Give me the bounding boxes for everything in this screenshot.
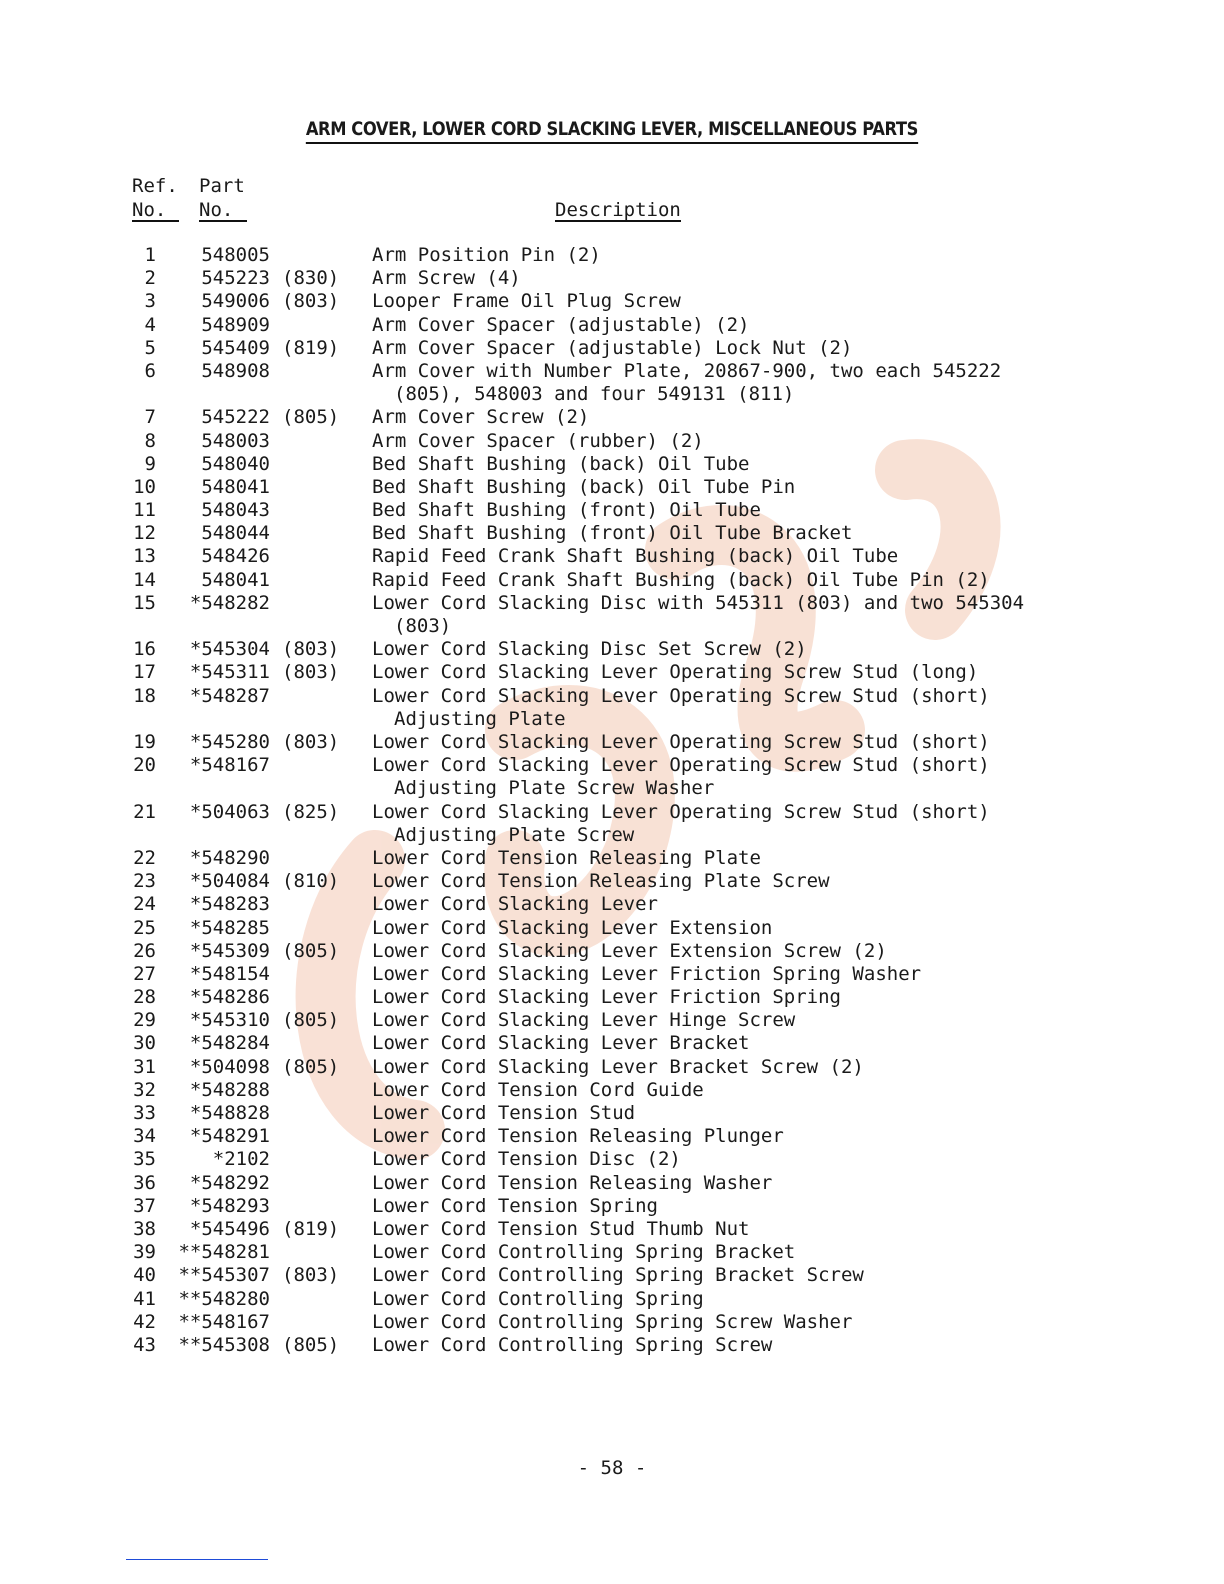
part-description — [372, 1195, 1052, 1218]
parts-row — [0, 545, 1224, 568]
ref-number: 7 — [144, 406, 156, 429]
parts-row — [0, 1125, 1224, 1148]
description-text: Lower Cord Slacking Disc with 545311 (803) and two 545304 — [372, 591, 1025, 614]
description-text: Lower Cord Controlling Spring Bracket — [372, 1241, 796, 1264]
part-number: *548286 — [189, 986, 270, 1009]
parts-row — [0, 1102, 1224, 1125]
ref-number: 22 — [133, 846, 156, 869]
description-continuation: (803) — [394, 614, 452, 637]
description-text: Lower Cord Tension Stud Thumb Nut — [372, 1217, 750, 1240]
part-description — [372, 244, 1052, 267]
ref-number: 35 — [133, 1148, 156, 1171]
part-number-cell — [176, 267, 339, 290]
part-description — [372, 1125, 1052, 1148]
part-description — [372, 1288, 1052, 1311]
ref-number: 40 — [133, 1264, 156, 1287]
description-text: Lower Cord Slacking Lever Extension — [372, 916, 773, 939]
part-number: *548285 — [189, 916, 270, 939]
description-text: Lower Cord Slacking Lever Extension Screw (2) — [372, 939, 887, 962]
part-description — [372, 963, 1052, 986]
ref-number: 10 — [133, 475, 156, 498]
part-description — [372, 430, 1052, 453]
parts-row — [0, 1032, 1224, 1055]
screw-code: (805) — [282, 406, 340, 429]
part-description — [372, 314, 1052, 337]
description-text: Arm Cover Spacer (rubber) (2) — [372, 429, 704, 452]
part-number-cell — [176, 360, 282, 383]
description-text: Looper Frame Oil Plug Screw — [372, 290, 681, 313]
part-number-cell — [176, 638, 339, 661]
part-number-cell — [176, 1148, 282, 1171]
part-number: 545222 — [201, 406, 270, 429]
parts-row — [0, 592, 1224, 638]
parts-row — [0, 638, 1224, 661]
part-number-cell — [176, 1125, 282, 1148]
screw-code: (803) — [282, 661, 340, 684]
part-number-cell — [176, 592, 282, 615]
part-description — [372, 337, 1052, 360]
part-number-cell — [176, 1032, 282, 1055]
part-number-cell — [176, 569, 282, 592]
part-number: *2102 — [212, 1148, 270, 1171]
ref-number: 42 — [133, 1310, 156, 1333]
part-number: *548291 — [189, 1125, 270, 1148]
ref-number: 23 — [133, 870, 156, 893]
description-text: Lower Cord Controlling Spring Screw — [372, 1333, 773, 1356]
part-description — [372, 476, 1052, 499]
screw-code: (803) — [282, 730, 340, 753]
ref-number: 43 — [133, 1333, 156, 1356]
part-number: 548041 — [201, 475, 270, 498]
part-number: **545308 — [178, 1333, 270, 1356]
description-text: Lower Cord Tension Releasing Washer — [372, 1171, 773, 1194]
parts-row — [0, 430, 1224, 453]
screw-code: (803) — [282, 1264, 340, 1287]
ref-number: 27 — [133, 962, 156, 985]
ref-number: 11 — [133, 499, 156, 522]
parts-row — [0, 1264, 1224, 1287]
part-number-cell — [176, 244, 282, 267]
description-text: Arm Cover Spacer (adjustable) Lock Nut (2) — [372, 336, 853, 359]
parts-row — [0, 847, 1224, 870]
part-number: 548040 — [201, 452, 270, 475]
description-text: Lower Cord Slacking Lever Hinge Screw — [372, 1009, 796, 1032]
part-number-cell — [176, 545, 282, 568]
part-number: *545304 — [189, 638, 270, 661]
part-description — [372, 453, 1052, 476]
ref-number: 16 — [133, 638, 156, 661]
ref-number: 12 — [133, 522, 156, 545]
part-number: *504063 — [189, 800, 270, 823]
part-description — [372, 1218, 1052, 1241]
part-number: *548283 — [189, 893, 270, 916]
part-description — [372, 731, 1052, 754]
part-number-cell — [176, 1009, 339, 1032]
page-title: ARM COVER, LOWER CORD SLACKING LEVER, MISCELLANEOUS PARTS — [0, 118, 1224, 144]
description-text: Lower Cord Slacking Lever Operating Screw Stud (short) — [372, 684, 990, 707]
part-number: *548293 — [189, 1194, 270, 1217]
ref-number: 32 — [133, 1078, 156, 1101]
part-number: *504098 — [189, 1055, 270, 1078]
part-number: 548041 — [201, 568, 270, 591]
part-number: 548426 — [201, 545, 270, 568]
ref-number: 3 — [144, 290, 156, 313]
description-text: Lower Cord Slacking Lever Bracket — [372, 1032, 750, 1055]
ref-number: 13 — [133, 545, 156, 568]
part-description — [372, 569, 1052, 592]
parts-row — [0, 406, 1224, 429]
part-description — [372, 1056, 1052, 1079]
parts-row — [0, 1288, 1224, 1311]
part-number: 545223 — [201, 267, 270, 290]
part-number-cell — [176, 685, 282, 708]
part-number-cell — [176, 1288, 282, 1311]
ref-number: 28 — [133, 986, 156, 1009]
screw-code: (803) — [282, 290, 340, 313]
description-text: Lower Cord Slacking Lever Operating Screw Stud (short) — [372, 730, 990, 753]
description-continuation: Adjusting Plate Screw Washer — [394, 777, 715, 800]
ref-number: 19 — [133, 730, 156, 753]
description-text: Lower Cord Tension Releasing Plate — [372, 846, 761, 869]
part-number-cell — [176, 986, 282, 1009]
screw-code: (805) — [282, 939, 340, 962]
description-text: Lower Cord Tension Releasing Plunger — [372, 1125, 784, 1148]
screw-code: (805) — [282, 1333, 340, 1356]
ref-number: 34 — [133, 1125, 156, 1148]
part-number: 545409 — [201, 336, 270, 359]
parts-row — [0, 917, 1224, 940]
description-text: Rapid Feed Crank Shaft Bushing (back) Oil Tube — [372, 545, 899, 568]
part-number-cell — [176, 1079, 282, 1102]
part-description — [372, 1264, 1052, 1287]
part-description — [372, 754, 1052, 800]
parts-row — [0, 360, 1224, 406]
part-number-cell — [176, 731, 339, 754]
part-number-cell — [176, 1264, 339, 1287]
ref-number: 30 — [133, 1032, 156, 1055]
ref-number: 20 — [133, 754, 156, 777]
parts-row — [0, 1079, 1224, 1102]
parts-row — [0, 1218, 1224, 1241]
description-text: Arm Screw (4) — [372, 267, 521, 290]
parts-row — [0, 1009, 1224, 1032]
part-number: **548167 — [178, 1310, 270, 1333]
part-number: *545309 — [189, 939, 270, 962]
part-number-cell — [176, 1195, 282, 1218]
description-text: Lower Cord Tension Disc (2) — [372, 1148, 681, 1171]
description-text: Lower Cord Slacking Lever Operating Screw Stud (long) — [372, 661, 979, 684]
part-description — [372, 1148, 1052, 1171]
screw-code: (819) — [282, 1217, 340, 1240]
part-number: *504084 — [189, 870, 270, 893]
ref-number: 15 — [133, 591, 156, 614]
part-number-cell — [176, 453, 282, 476]
part-number: *548290 — [189, 846, 270, 869]
part-number: *545496 — [189, 1217, 270, 1240]
part-description — [372, 893, 1052, 916]
part-description — [372, 1032, 1052, 1055]
part-number-cell — [176, 1241, 282, 1264]
part-number: *545311 — [189, 661, 270, 684]
part-no-header: Part No. — [199, 174, 247, 222]
description-text: Lower Cord Controlling Spring Bracket Screw — [372, 1264, 864, 1287]
part-number: 548043 — [201, 499, 270, 522]
part-number-cell — [176, 430, 282, 453]
ref-number: 24 — [133, 893, 156, 916]
screw-code: (805) — [282, 1055, 340, 1078]
parts-row — [0, 244, 1224, 267]
ref-number: 1 — [144, 244, 156, 266]
part-number-cell — [176, 406, 339, 429]
description-text: Lower Cord Controlling Spring — [372, 1287, 704, 1310]
part-number-cell — [176, 661, 339, 684]
part-number-cell — [176, 1172, 282, 1195]
parts-row — [0, 569, 1224, 592]
part-number: *548288 — [189, 1078, 270, 1101]
part-number-cell — [176, 1311, 282, 1334]
parts-row — [0, 1195, 1224, 1218]
parts-row — [0, 940, 1224, 963]
part-description — [372, 685, 1052, 731]
part-number: **548280 — [178, 1287, 270, 1310]
description-text: Lower Cord Slacking Lever Bracket Screw (2) — [372, 1055, 864, 1078]
description-text: Bed Shaft Bushing (back) Oil Tube Pin — [372, 475, 796, 498]
part-number-cell — [176, 754, 282, 777]
part-number: 548003 — [201, 429, 270, 452]
description-text: Lower Cord Slacking Disc Set Screw (2) — [372, 638, 807, 661]
ref-number: 39 — [133, 1241, 156, 1264]
part-description — [372, 917, 1052, 940]
part-description — [372, 986, 1052, 1009]
parts-row — [0, 314, 1224, 337]
description-text: Lower Cord Slacking Lever — [372, 893, 658, 916]
description-text: Bed Shaft Bushing (back) Oil Tube — [372, 452, 750, 475]
part-number: 548909 — [201, 313, 270, 336]
description-text: Lower Cord Slacking Lever Friction Spring — [372, 986, 841, 1009]
ref-number: 33 — [133, 1102, 156, 1125]
ref-number: 31 — [133, 1055, 156, 1078]
screw-code: (819) — [282, 336, 340, 359]
part-description — [372, 592, 1052, 638]
ref-number: 21 — [133, 800, 156, 823]
parts-row — [0, 337, 1224, 360]
parts-row — [0, 1334, 1224, 1357]
description-continuation: Adjusting Plate Screw — [394, 823, 635, 846]
ref-number: 36 — [133, 1171, 156, 1194]
ref-number: 26 — [133, 939, 156, 962]
parts-row — [0, 1172, 1224, 1195]
description-text: Arm Cover with Number Plate, 20867-900, two each 545222 — [372, 359, 1002, 382]
parts-row — [0, 499, 1224, 522]
description-text: Rapid Feed Crank Shaft Bushing (back) Oil Tube Pin (2) — [372, 568, 990, 591]
description-text: Lower Cord Slacking Lever Operating Screw Stud (short) — [372, 800, 990, 823]
description-text: Lower Cord Slacking Lever Friction Spring Washer — [372, 962, 922, 985]
part-description — [372, 1079, 1052, 1102]
part-number-cell — [176, 801, 339, 824]
part-description — [372, 406, 1052, 429]
part-number-cell — [176, 337, 339, 360]
ref-number: 37 — [133, 1194, 156, 1217]
parts-row — [0, 870, 1224, 893]
description-text: Bed Shaft Bushing (front) Oil Tube Bracket — [372, 522, 853, 545]
part-number-cell — [176, 1056, 339, 1079]
part-description — [372, 1102, 1052, 1125]
part-description — [372, 1172, 1052, 1195]
parts-row — [0, 290, 1224, 313]
part-number: *545280 — [189, 730, 270, 753]
ref-number: 8 — [144, 429, 156, 452]
screw-code: (825) — [282, 800, 340, 823]
ref-number: 14 — [133, 568, 156, 591]
parts-row — [0, 522, 1224, 545]
ref-number: 38 — [133, 1217, 156, 1240]
part-number-cell — [176, 290, 339, 313]
description-continuation: (805), 548003 and four 549131 (811) — [394, 382, 795, 405]
part-number: *548167 — [189, 754, 270, 777]
part-number-cell — [176, 476, 282, 499]
screw-code: (805) — [282, 1009, 340, 1032]
part-number: *548292 — [189, 1171, 270, 1194]
description-continuation: Adjusting Plate — [394, 707, 566, 730]
part-description — [372, 290, 1052, 313]
part-description — [372, 1009, 1052, 1032]
ref-number: 25 — [133, 916, 156, 939]
description-text: Arm Cover Screw (2) — [372, 406, 590, 429]
parts-row — [0, 893, 1224, 916]
part-number-cell — [176, 917, 282, 940]
part-description — [372, 522, 1052, 545]
part-number: *548828 — [189, 1102, 270, 1125]
ref-number: 18 — [133, 684, 156, 707]
parts-row — [0, 661, 1224, 684]
description-text: Lower Cord Tension Cord Guide — [372, 1078, 704, 1101]
part-description — [372, 360, 1052, 406]
part-number-cell — [176, 847, 282, 870]
part-number: *545310 — [189, 1009, 270, 1032]
part-number: *548282 — [189, 591, 270, 614]
part-description — [372, 545, 1052, 568]
part-number: 548908 — [201, 359, 270, 382]
part-number: 549006 — [201, 290, 270, 313]
part-number-cell — [176, 1218, 339, 1241]
parts-row — [0, 453, 1224, 476]
page-number: - 58 - — [577, 1457, 647, 1479]
part-description — [372, 1311, 1052, 1334]
ref-number: 29 — [133, 1009, 156, 1032]
part-number: *548284 — [189, 1032, 270, 1055]
screw-code: (810) — [282, 870, 340, 893]
ref-number: 41 — [133, 1287, 156, 1310]
ref-number: 17 — [133, 661, 156, 684]
description-text: Lower Cord Tension Stud — [372, 1102, 636, 1125]
part-description — [372, 801, 1052, 847]
description-header: Description — [555, 199, 681, 221]
part-description — [372, 661, 1052, 684]
part-description — [372, 267, 1052, 290]
ref-no-header: Ref. No. — [132, 175, 178, 221]
screw-code: (830) — [282, 267, 340, 290]
parts-row — [0, 1148, 1224, 1171]
part-number-cell — [176, 314, 282, 337]
parts-row — [0, 963, 1224, 986]
ref-number: 5 — [144, 336, 156, 359]
part-description — [372, 1334, 1052, 1357]
description-text: Arm Position Pin (2) — [372, 244, 601, 266]
part-number: 548044 — [201, 522, 270, 545]
description-text: Arm Cover Spacer (adjustable) (2) — [372, 313, 750, 336]
parts-row — [0, 754, 1224, 800]
part-number-cell — [176, 940, 339, 963]
part-description — [372, 1241, 1052, 1264]
ref-number: 9 — [144, 452, 156, 475]
part-number: **545307 — [178, 1264, 270, 1287]
description-text: Bed Shaft Bushing (front) Oil Tube — [372, 499, 761, 522]
parts-row — [0, 801, 1224, 847]
ref-number: 2 — [144, 267, 156, 290]
part-number-cell — [176, 499, 282, 522]
part-number: **548281 — [178, 1241, 270, 1264]
part-description — [372, 940, 1052, 963]
parts-row — [0, 685, 1224, 731]
part-number-cell — [176, 870, 339, 893]
part-number: *548154 — [189, 962, 270, 985]
parts-row — [0, 476, 1224, 499]
parts-list — [0, 244, 1224, 1357]
ref-number: 6 — [144, 359, 156, 382]
description-text: Lower Cord Slacking Lever Operating Screw Stud (short) — [372, 754, 990, 777]
part-number-cell — [176, 1102, 282, 1125]
parts-row — [0, 986, 1224, 1009]
part-number-cell — [176, 893, 282, 916]
parts-row — [0, 731, 1224, 754]
part-number-cell — [176, 963, 282, 986]
ref-number: 4 — [144, 313, 156, 336]
parts-row — [0, 1311, 1224, 1334]
description-text: Lower Cord Controlling Spring Screw Washer — [372, 1310, 853, 1333]
screw-code: (803) — [282, 638, 340, 661]
part-number-cell — [176, 522, 282, 545]
part-number: 548005 — [201, 244, 270, 266]
parts-row — [0, 267, 1224, 290]
description-text: Lower Cord Tension Releasing Plate Screw — [372, 870, 830, 893]
part-description — [372, 870, 1052, 893]
part-description — [372, 499, 1052, 522]
description-text: Lower Cord Tension Spring — [372, 1194, 658, 1217]
part-number: *548287 — [189, 684, 270, 707]
parts-row — [0, 1056, 1224, 1079]
part-description — [372, 638, 1052, 661]
part-description — [372, 847, 1052, 870]
parts-row — [0, 1241, 1224, 1264]
part-number-cell — [176, 1334, 339, 1357]
footer-rule — [126, 1559, 268, 1560]
